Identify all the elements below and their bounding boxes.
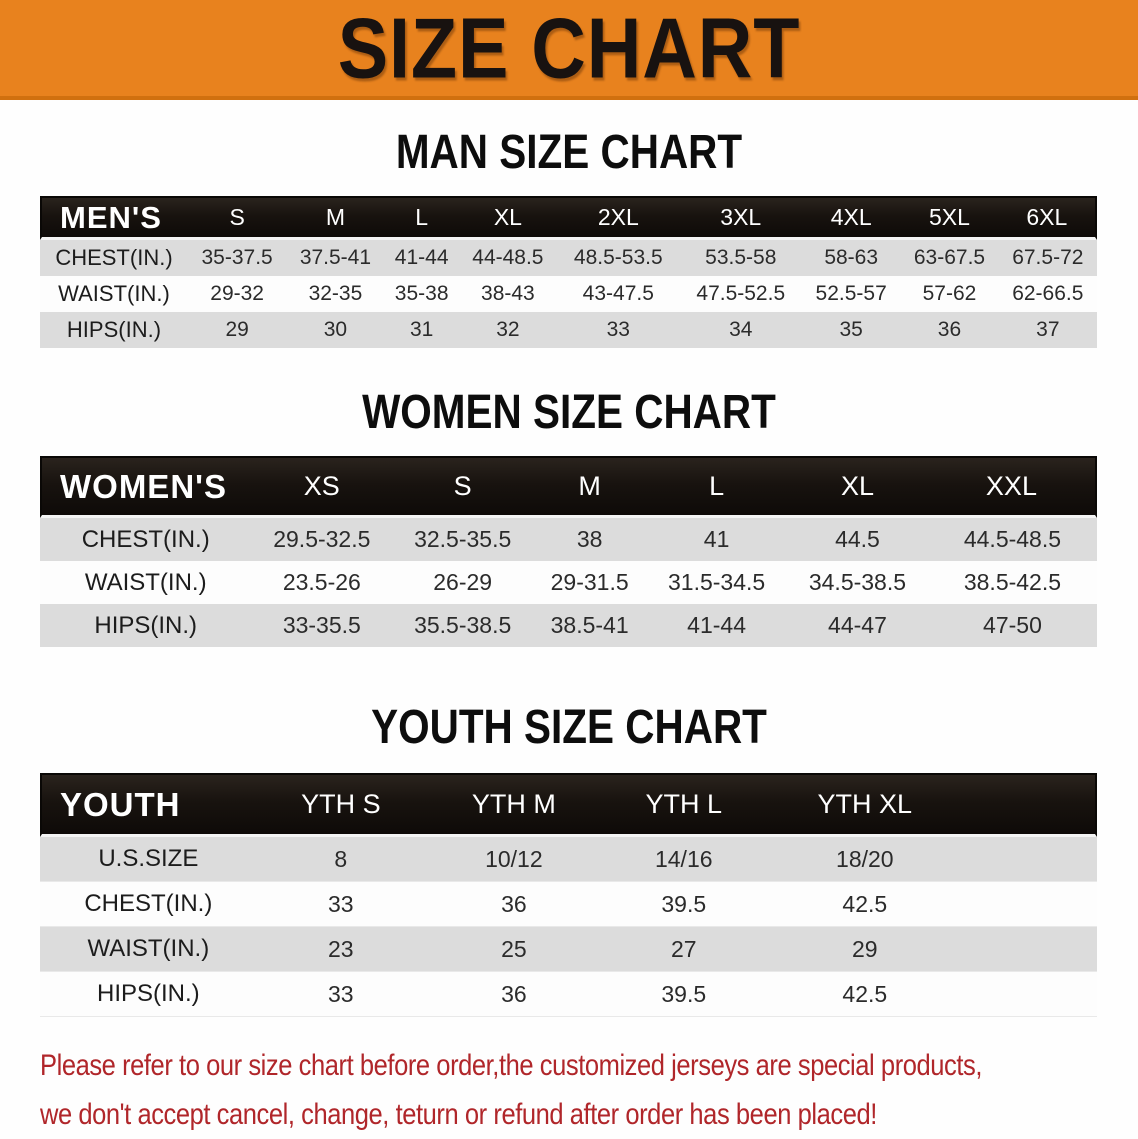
men-size-3xl: 3XL: [680, 196, 802, 240]
men-size-xl: XL: [459, 196, 557, 240]
women-cell-waist-in-l: 31.5-34.5: [646, 561, 787, 604]
youth-row-label-hips-in: HIPS(IN.): [40, 972, 257, 1017]
youth-row-filler: [965, 837, 1097, 882]
women-cell-waist-in-s: 26-29: [392, 561, 533, 604]
men-cell-hips-in-6xl: 37: [999, 312, 1097, 348]
women-cell-waist-in-xs: 23.5-26: [251, 561, 392, 604]
women-cell-hips-in-s: 35.5-38.5: [392, 604, 533, 647]
youth-cell-hips-in-yth-xl: 42.5: [765, 972, 965, 1017]
women-size-xs: XS: [251, 456, 392, 518]
women-cell-chest-in-xxl: 44.5-48.5: [928, 518, 1097, 561]
youth-section: [0, 698, 1138, 1017]
youth-header-row: [40, 773, 1097, 837]
disclaimer-line-2: we don't accept cancel, change, teturn or refund after order has been placed!: [40, 1098, 877, 1131]
youth-row-label-chest-in: CHEST(IN.): [40, 882, 257, 927]
men-header-row: [40, 196, 1097, 240]
youth-row-label-u-s-size: U.S.SIZE: [40, 837, 257, 882]
women-cell-hips-in-l: 41-44: [646, 604, 787, 647]
women-row-chest-in: [40, 518, 1097, 561]
youth-cell-chest-in-yth-xl: 42.5: [765, 882, 965, 927]
disclaimer-line-1: Please refer to our size chart before order,the customized jerseys are special products,: [40, 1049, 982, 1082]
women-cell-chest-in-m: 38: [533, 518, 646, 561]
women-row-label-hips-in: HIPS(IN.): [40, 604, 251, 647]
men-cell-waist-in-xl: 38-43: [459, 276, 557, 312]
women-cell-hips-in-m: 38.5-41: [533, 604, 646, 647]
youth-size-table: [40, 773, 1097, 1017]
women-cell-hips-in-xxl: 47-50: [928, 604, 1097, 647]
men-row-chest-in: [40, 240, 1097, 276]
men-cell-hips-in-3xl: 34: [680, 312, 802, 348]
men-table-label: MEN'S: [40, 196, 188, 240]
women-row-hips-in: [40, 604, 1097, 647]
men-size-2xl: 2XL: [557, 196, 679, 240]
women-cell-hips-in-xl: 44-47: [787, 604, 928, 647]
men-cell-hips-in-l: 31: [385, 312, 459, 348]
men-cell-waist-in-6xl: 62-66.5: [999, 276, 1097, 312]
youth-row-filler: [965, 882, 1097, 927]
youth-size-yth-s: YTH S: [257, 773, 425, 837]
women-row-waist-in: [40, 561, 1097, 604]
youth-cell-chest-in-yth-l: 39.5: [603, 882, 765, 927]
women-cell-chest-in-s: 32.5-35.5: [392, 518, 533, 561]
men-cell-hips-in-2xl: 33: [557, 312, 679, 348]
women-heading: WOMEN SIZE CHART: [362, 383, 776, 439]
youth-row-filler: [965, 972, 1097, 1017]
men-size-s: S: [188, 196, 286, 240]
women-row-label-chest-in: CHEST(IN.): [40, 518, 251, 561]
men-cell-chest-in-l: 41-44: [385, 240, 459, 276]
women-size-table: [40, 456, 1097, 647]
men-heading: MAN SIZE CHART: [395, 123, 743, 179]
men-cell-chest-in-6xl: 67.5-72: [999, 240, 1097, 276]
women-section: [0, 383, 1138, 647]
women-cell-chest-in-xs: 29.5-32.5: [251, 518, 392, 561]
youth-cell-hips-in-yth-l: 39.5: [603, 972, 765, 1017]
youth-size-yth-l: YTH L: [603, 773, 765, 837]
men-size-table: [40, 196, 1097, 348]
men-size-m: M: [286, 196, 384, 240]
women-cell-waist-in-xxl: 38.5-42.5: [928, 561, 1097, 604]
youth-table-label: YOUTH: [40, 773, 257, 837]
men-cell-chest-in-2xl: 48.5-53.5: [557, 240, 679, 276]
men-row-label-chest-in: CHEST(IN.): [40, 240, 188, 276]
youth-cell-waist-in-yth-xl: 29: [765, 927, 965, 972]
women-table-label: WOMEN'S: [40, 456, 251, 518]
men-size-4xl: 4XL: [802, 196, 900, 240]
men-cell-waist-in-2xl: 43-47.5: [557, 276, 679, 312]
youth-cell-u-s-size-yth-s: 8: [257, 837, 425, 882]
men-size-l: L: [385, 196, 459, 240]
women-size-xxl: XXL: [928, 456, 1097, 518]
youth-cell-waist-in-yth-l: 27: [603, 927, 765, 972]
women-size-m: M: [533, 456, 646, 518]
men-cell-waist-in-l: 35-38: [385, 276, 459, 312]
men-section: [0, 123, 1138, 348]
youth-row-u-s-size: [40, 837, 1097, 882]
women-size-l: L: [646, 456, 787, 518]
men-size-6xl: 6XL: [999, 196, 1097, 240]
youth-cell-hips-in-yth-m: 36: [425, 972, 603, 1017]
men-cell-hips-in-5xl: 36: [900, 312, 998, 348]
men-cell-chest-in-4xl: 58-63: [802, 240, 900, 276]
men-cell-waist-in-4xl: 52.5-57: [802, 276, 900, 312]
youth-row-filler: [965, 927, 1097, 972]
men-cell-hips-in-xl: 32: [459, 312, 557, 348]
men-cell-chest-in-xl: 44-48.5: [459, 240, 557, 276]
disclaimer: [40, 1041, 1138, 1139]
women-cell-chest-in-xl: 44.5: [787, 518, 928, 561]
men-cell-chest-in-3xl: 53.5-58: [680, 240, 802, 276]
men-row-waist-in: [40, 276, 1097, 312]
youth-heading: YOUTH SIZE CHART: [371, 698, 767, 754]
youth-header-filler: [965, 773, 1097, 837]
men-cell-waist-in-3xl: 47.5-52.5: [680, 276, 802, 312]
men-cell-waist-in-5xl: 57-62: [900, 276, 998, 312]
women-row-label-waist-in: WAIST(IN.): [40, 561, 251, 604]
men-size-5xl: 5XL: [900, 196, 998, 240]
youth-cell-u-s-size-yth-m: 10/12: [425, 837, 603, 882]
youth-size-yth-m: YTH M: [425, 773, 603, 837]
men-cell-waist-in-m: 32-35: [286, 276, 384, 312]
youth-cell-chest-in-yth-m: 36: [425, 882, 603, 927]
banner-title: SIZE CHART: [337, 0, 801, 96]
youth-size-yth-xl: YTH XL: [765, 773, 965, 837]
men-cell-hips-in-4xl: 35: [802, 312, 900, 348]
youth-cell-chest-in-yth-s: 33: [257, 882, 425, 927]
youth-cell-waist-in-yth-s: 23: [257, 927, 425, 972]
women-cell-waist-in-xl: 34.5-38.5: [787, 561, 928, 604]
men-row-hips-in: [40, 312, 1097, 348]
women-cell-waist-in-m: 29-31.5: [533, 561, 646, 604]
women-header-row: [40, 456, 1097, 518]
men-cell-hips-in-s: 29: [188, 312, 286, 348]
youth-cell-hips-in-yth-s: 33: [257, 972, 425, 1017]
youth-row-chest-in: [40, 882, 1097, 927]
men-row-label-hips-in: HIPS(IN.): [40, 312, 188, 348]
women-cell-hips-in-xs: 33-35.5: [251, 604, 392, 647]
men-row-label-waist-in: WAIST(IN.): [40, 276, 188, 312]
youth-row-label-waist-in: WAIST(IN.): [40, 927, 257, 972]
size-chart-banner: [0, 0, 1138, 100]
women-size-xl: XL: [787, 456, 928, 518]
men-cell-waist-in-s: 29-32: [188, 276, 286, 312]
youth-cell-waist-in-yth-m: 25: [425, 927, 603, 972]
men-cell-chest-in-5xl: 63-67.5: [900, 240, 998, 276]
youth-row-hips-in: [40, 972, 1097, 1017]
youth-row-waist-in: [40, 927, 1097, 972]
men-cell-hips-in-m: 30: [286, 312, 384, 348]
youth-cell-u-s-size-yth-xl: 18/20: [765, 837, 965, 882]
youth-cell-u-s-size-yth-l: 14/16: [603, 837, 765, 882]
men-cell-chest-in-s: 35-37.5: [188, 240, 286, 276]
men-cell-chest-in-m: 37.5-41: [286, 240, 384, 276]
women-size-s: S: [392, 456, 533, 518]
women-cell-chest-in-l: 41: [646, 518, 787, 561]
